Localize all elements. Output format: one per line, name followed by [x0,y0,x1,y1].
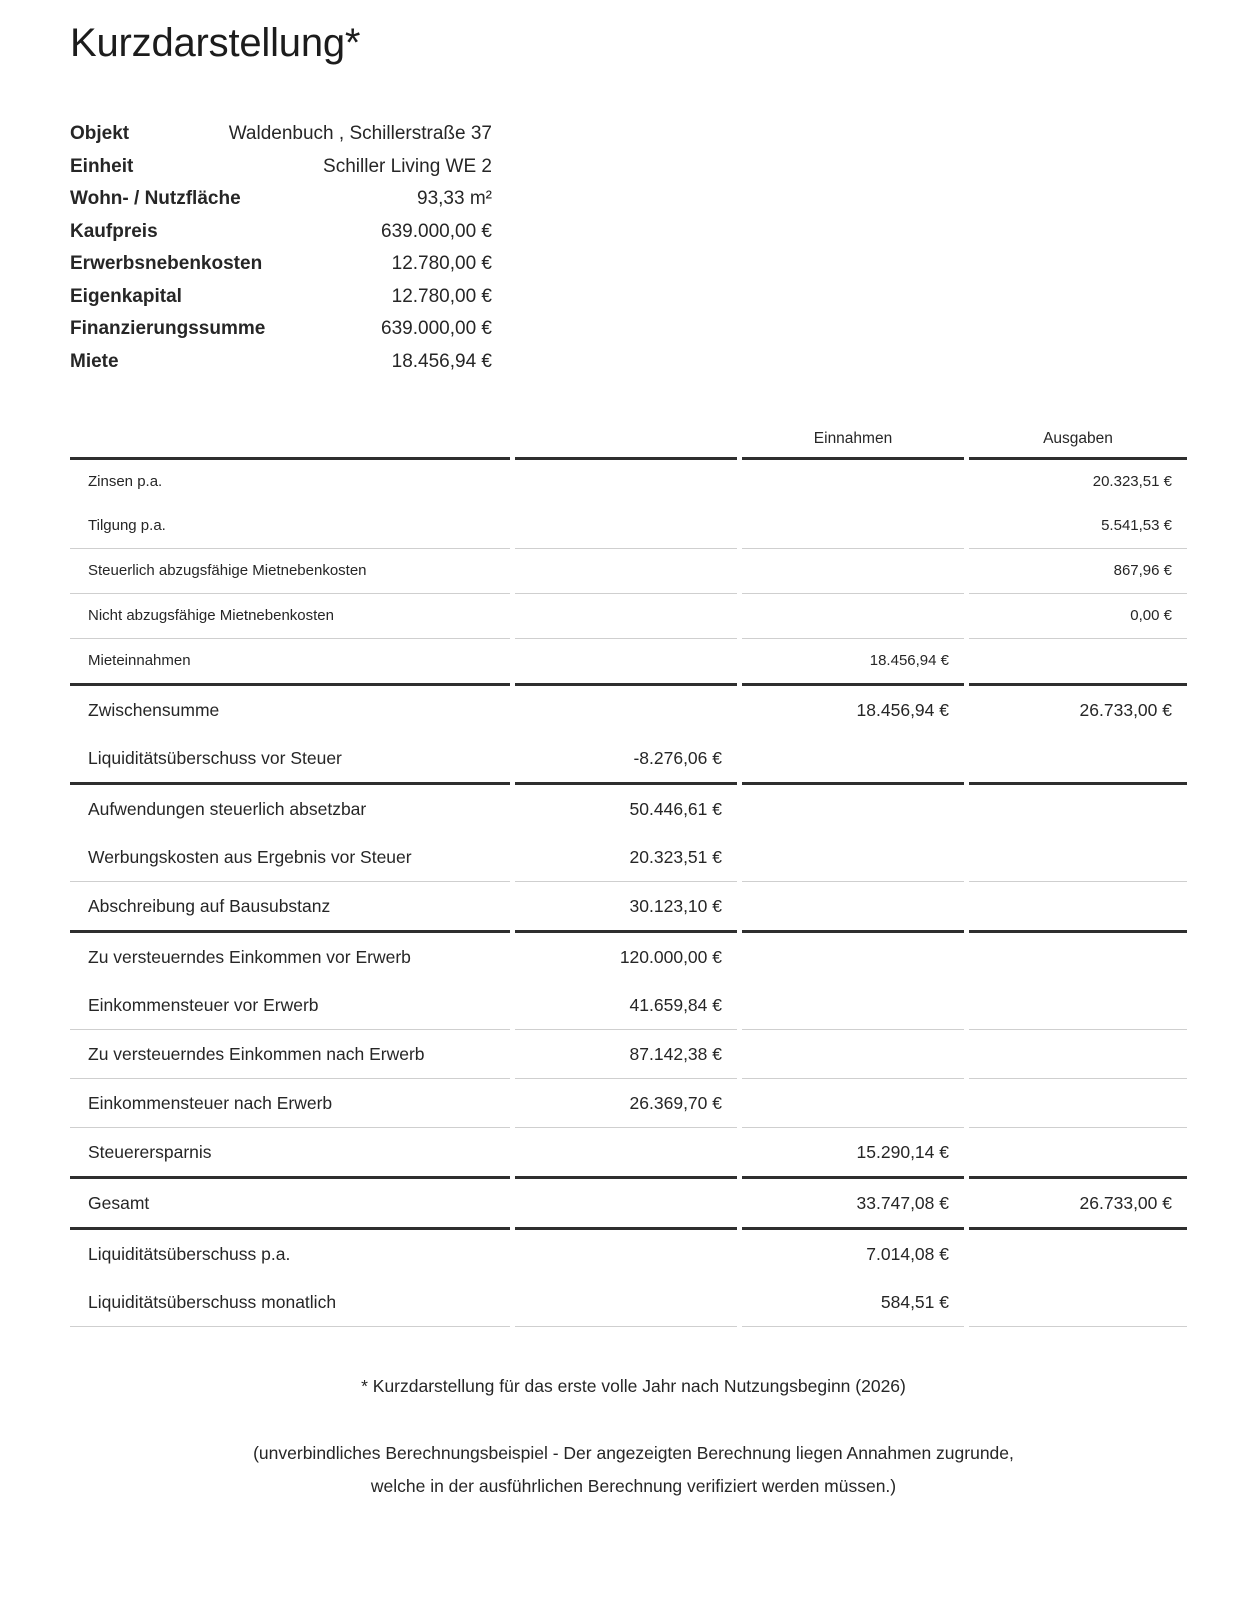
row-value-einnahmen [742,1079,964,1128]
row-value-ausgaben: 20.323,51 € [1092,473,1172,490]
row-value-einnahmen [742,460,964,504]
table-row [70,734,1187,785]
col-header-label [70,430,510,460]
row-label: Liquiditätsüberschuss monatlich [70,1278,510,1327]
row-value-einnahmen: 7.014,08 € [866,1244,949,1264]
property-info-value: 12.780,00 € [391,285,492,307]
row-label: Steuerersparnis [70,1128,510,1179]
footnote-period: * Kurzdarstellung für das erste volle Jahr nach Nutzungsbeginn (2026) [361,1376,906,1396]
property-info-row [70,346,492,379]
property-info-row [70,281,492,314]
row-value-einnahmen [742,734,964,785]
table-row [70,686,1187,734]
row-value-mid [515,460,737,504]
table-row [70,785,1187,833]
property-info-value: 639.000,00 € [381,220,492,242]
col-header-einnahmen: Einnahmen [742,430,964,460]
row-value-mid [515,504,737,549]
row-value-ausgaben: 0,00 € [969,594,1187,639]
row-value-einnahmen [742,981,964,1030]
property-info-value: Schiller Living WE 2 [323,155,492,177]
row-value-ausgaben [969,833,1187,882]
row-value-mid [515,1230,737,1278]
property-info-label: Eigenkapital [70,285,182,307]
row-value-mid: 26.369,70 € [515,1079,737,1128]
row-value-einnahmen [742,504,964,549]
row-value-einnahmen: 18.456,94 € [742,639,964,686]
row-value-ausgaben [969,1030,1187,1079]
property-info-label: Objekt [70,123,130,144]
property-info-label: Einheit [70,155,134,177]
row-value-mid: 87.142,38 € [515,1030,737,1079]
row-label: Zwischensumme [88,700,220,720]
col-header-ausgaben: Ausgaben [969,430,1187,460]
row-label: Werbungskosten aus Ergebnis vor Steuer [70,833,510,882]
table-row [70,1230,1187,1278]
property-info-row [70,151,492,184]
row-label: Nicht abzugsfähige Mietnebenkosten [70,594,510,639]
row-value-einnahmen: 18.456,94 € [856,700,949,720]
row-label: Steuerlich abzugsfähige Mietnebenkosten [70,549,510,594]
row-label: Zinsen p.a. [88,473,163,490]
row-value-einnahmen: 33.747,08 € [742,1179,964,1230]
row-value-einnahmen [742,1030,964,1079]
property-info-row [70,248,492,281]
footnote-disclaimer: (unverbindliches Berechnungsbeispiel - Der angezeigten Berechnung liegen Annahmen zugrunde, welche in der ausführlichen Berechnung verifiziert werden müssen.) [253,1443,1014,1496]
row-label: Gesamt [70,1179,510,1230]
row-value-ausgaben: 5.541,53 € [969,504,1187,549]
property-info-row [70,216,492,249]
property-info-value: 18.456,94 € [391,350,492,372]
property-info-row [70,183,492,216]
row-value-ausgaben: 867,96 € [969,549,1187,594]
row-value-mid [515,1128,737,1179]
row-label: Tilgung p.a. [70,504,510,549]
row-value-mid [515,594,737,639]
row-value-ausgaben [969,882,1187,933]
row-label: Abschreibung auf Bausubstanz [70,882,510,933]
row-label: Mieteinnahmen [70,639,510,686]
table-row [70,933,1187,981]
row-value-mid [515,1278,737,1327]
row-label: Liquiditätsüberschuss vor Steuer [70,734,510,785]
property-info-value: 93,33 m² [417,188,492,209]
row-label: Zu versteuerndes Einkommen vor Erwerb [88,947,411,967]
table-row [70,1030,1187,1079]
row-value-ausgaben [969,1230,1187,1278]
row-value-mid: 20.323,51 € [515,833,737,882]
row-value-ausgaben [969,785,1187,833]
table-row [70,833,1187,882]
row-value-ausgaben: 26.733,00 € [969,1179,1187,1230]
row-value-einnahmen: 15.290,14 € [742,1128,964,1179]
row-label: Einkommensteuer vor Erwerb [70,981,510,1030]
property-info-label: Wohn- / Nutzfläche [70,188,241,209]
row-value-mid [515,549,737,594]
row-value-mid [515,639,737,686]
table-row [70,594,1187,639]
property-info-row [70,313,492,346]
property-info-label: Erwerbsnebenkosten [70,253,263,274]
table-row [70,1179,1187,1230]
table-row [70,460,1187,504]
row-label: Zu versteuerndes Einkommen nach Erwerb [70,1030,510,1079]
row-value-einnahmen [742,882,964,933]
row-label: Aufwendungen steuerlich absetzbar [88,799,367,819]
page-title: Kurzdarstellung* [70,21,361,65]
table-row [70,1079,1187,1128]
row-value-ausgaben [969,1278,1187,1327]
property-info [70,118,492,378]
row-value-einnahmen [742,549,964,594]
row-value-mid: 30.123,10 € [515,882,737,933]
table-row [70,981,1187,1030]
calculation-table [65,430,1192,1327]
table-row [70,1128,1187,1179]
row-label: Liquiditätsüberschuss p.a. [88,1244,291,1264]
row-value-ausgaben [969,981,1187,1030]
row-value-mid: 41.659,84 € [515,981,737,1030]
row-value-ausgaben [969,1128,1187,1179]
row-value-mid [515,1179,737,1230]
row-value-mid: 50.446,61 € [629,799,722,819]
row-value-einnahmen [742,933,964,981]
col-header-mid [515,430,737,460]
table-row [70,504,1187,549]
row-value-ausgaben [969,734,1187,785]
table-row [70,882,1187,933]
table-header-row [70,430,1187,460]
property-info-label: Finanzierungssumme [70,318,266,339]
property-info-value: 639.000,00 € [381,318,492,339]
row-value-mid: 120.000,00 € [619,947,722,967]
property-info-label: Miete [70,350,119,372]
property-info-row [70,118,492,151]
property-info-value: 12.780,00 € [391,253,492,274]
table-row [70,1278,1187,1327]
row-value-mid: -8.276,06 € [515,734,737,785]
row-value-ausgaben [969,1079,1187,1128]
property-info-value: Waldenbuch , Schillerstraße 37 [228,123,492,144]
row-value-ausgaben: 26.733,00 € [1079,700,1172,720]
table-row [70,639,1187,686]
property-info-label: Kaufpreis [70,220,158,242]
row-value-ausgaben [969,933,1187,981]
row-value-mid [515,686,737,734]
table-row [70,549,1187,594]
row-value-ausgaben [969,639,1187,686]
row-value-einnahmen [742,785,964,833]
row-value-einnahmen: 584,51 € [742,1278,964,1327]
row-label: Einkommensteuer nach Erwerb [70,1079,510,1128]
row-value-einnahmen [742,594,964,639]
row-value-einnahmen [742,833,964,882]
